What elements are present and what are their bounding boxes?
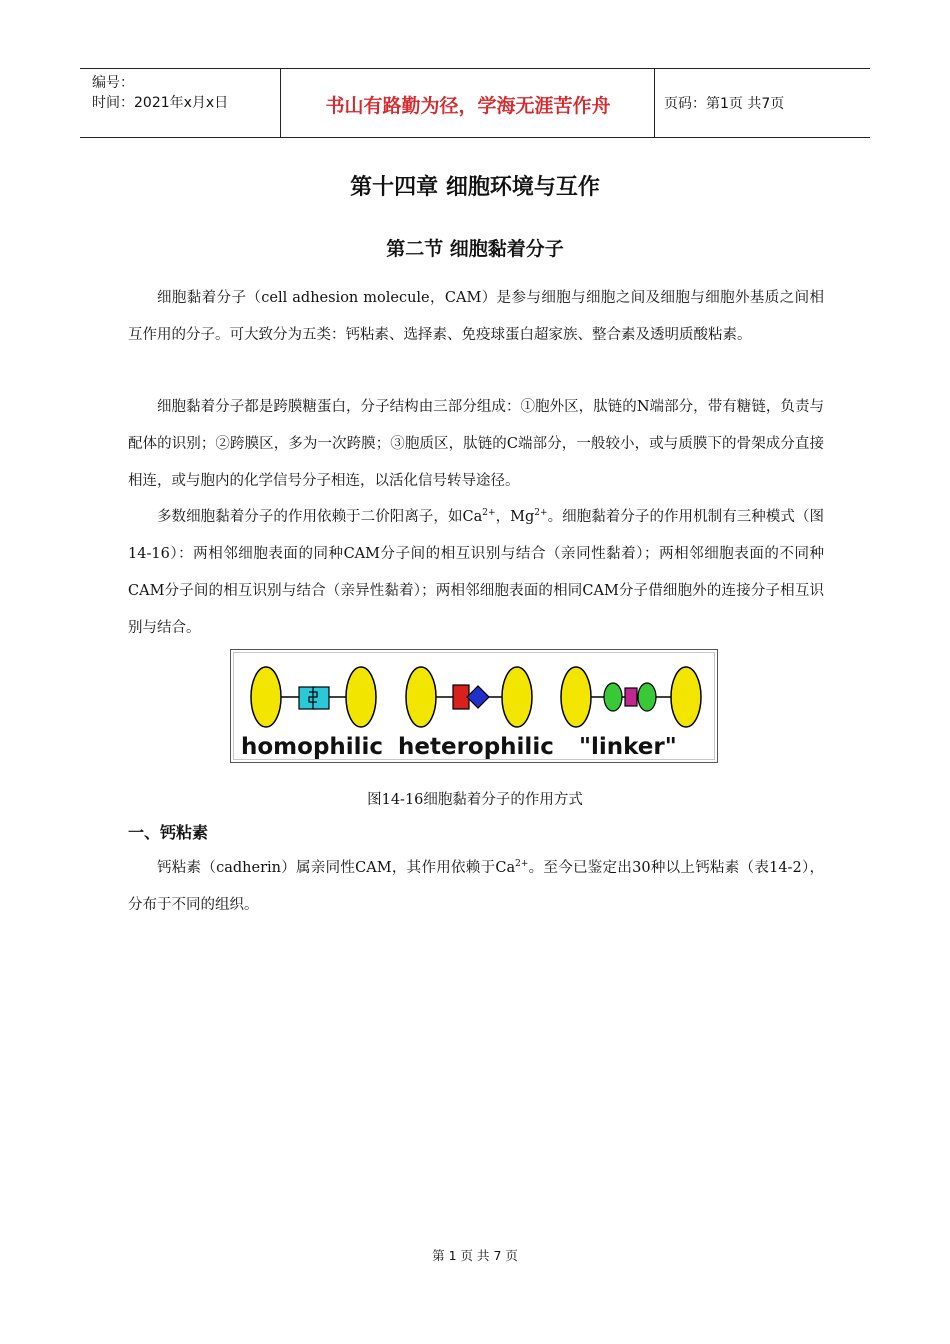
paragraph-mechanism: 多数细胞黏着分子的作用依赖于二价阳离子，如$Ca^{2+}$，$Mg^{2+}$。细胞黏着分子的作用机制有三种模式（图14-16）：两相邻细胞表面的同种CAM分子间的相互识别与结合（亲同性黏着）；两相邻细胞表面的不同种CAM分子间的相互识别与结合（亲异性黏着）；两相邻细胞表面的相同CAM分子借细胞外的连接分子相互识别与结合。 xyxy=(128,508,824,636)
date-label: 时间：2021年x月x日 xyxy=(92,95,229,111)
figure-label-homophilic: homophilic xyxy=(241,734,384,760)
cell-ellipse xyxy=(406,667,436,727)
linker-end-molecule xyxy=(604,683,622,711)
subheading-cadherin: 一、钙粘素 xyxy=(128,823,209,842)
linker-center-molecule xyxy=(625,688,637,706)
header-divider xyxy=(654,69,655,137)
figure-label-heterophilic: heterophilic xyxy=(398,734,554,760)
header-divider xyxy=(280,69,281,137)
adhesion-mode-figure xyxy=(230,649,718,763)
heterophilic-diagram xyxy=(406,667,532,727)
section-title: 第二节 细胞黏着分子 xyxy=(386,238,564,260)
hetero-diamond-molecule xyxy=(467,686,489,708)
paragraph-intro: 细胞黏着分子（cell adhesion molecule，CAM）是参与细胞与细胞之间及细胞与细胞外基质之间相互作用的分子。可大致分为五类：钙粘素、选择素、免疫球蛋白超家族、整合素及透明质酸粘素。 xyxy=(128,290,824,343)
homophilic-diagram xyxy=(251,667,376,727)
cell-ellipse xyxy=(251,667,281,727)
cell-ellipse xyxy=(502,667,532,727)
header-meta xyxy=(92,73,228,113)
page-header xyxy=(80,68,870,138)
chapter-title: 第十四章 细胞环境与互作 xyxy=(350,175,600,200)
homophilic-molecule xyxy=(313,687,329,709)
adhesion-diagram xyxy=(231,650,717,762)
figure-caption: 图14-16细胞黏着分子的作用方式 xyxy=(367,792,583,808)
cell-ellipse xyxy=(671,667,701,727)
page-footer: 第 1 页 共 7 页 xyxy=(432,1248,518,1263)
paragraph-structure: 细胞黏着分子都是跨膜糖蛋白，分子结构由三部分组成：①胞外区，肽链的N端部分，带有糖链，负责与配体的识别；②跨膜区，多为一次跨膜；③胞质区，肽链的C端部分，一般较小，或与质膜下的骨架成分直接相连，或与胞内的化学信号分子相连，以活化信号转导途径。 xyxy=(128,399,824,489)
figure-label-linker: "linker" xyxy=(579,734,677,760)
cell-ellipse xyxy=(346,667,376,727)
cell-ellipse xyxy=(561,667,591,727)
header-motto: 书山有路勤为径，学海无涯苦作舟 xyxy=(325,95,611,117)
header-page-label: 页码：第1页 共7页 xyxy=(664,96,785,112)
linker-diagram xyxy=(561,667,701,727)
paragraph-cadherin: 钙粘素（cadherin）属亲同性CAM，其作用依赖于$Ca^{2+}$。至今已鉴定出30种以上钙粘素（表14-2），分布于不同的组织。 xyxy=(128,859,824,913)
number-label: 编号： xyxy=(92,75,134,91)
linker-end-molecule xyxy=(638,683,656,711)
